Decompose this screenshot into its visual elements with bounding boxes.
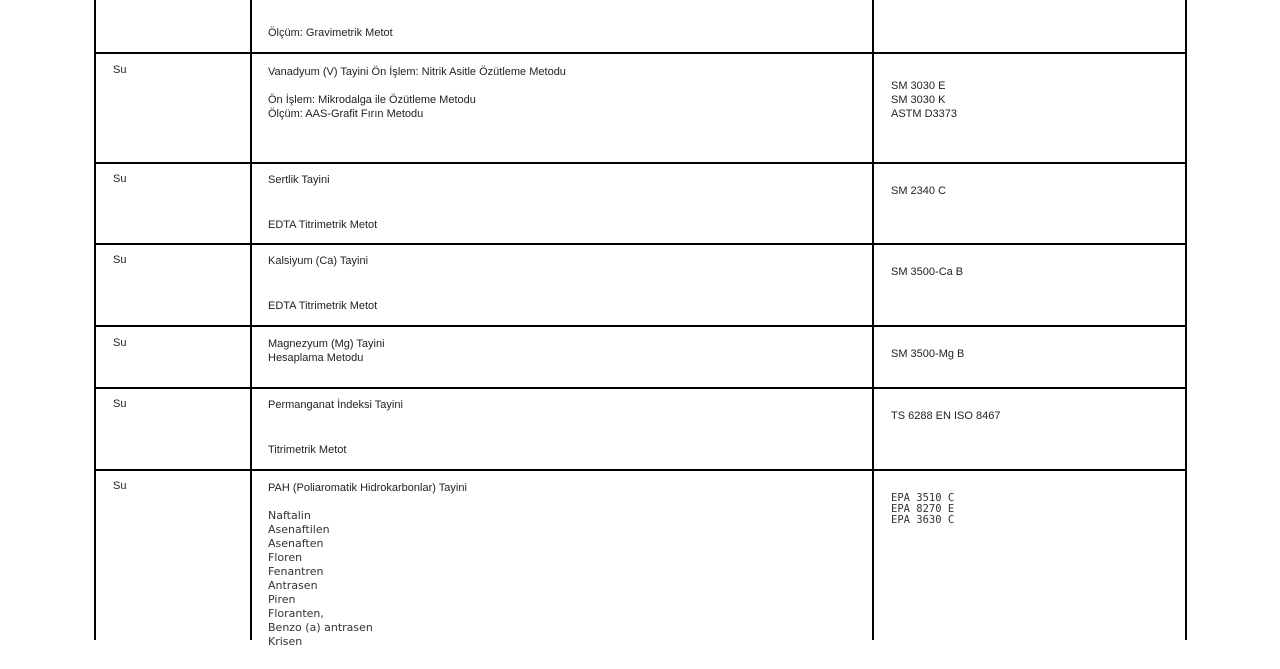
test-detail: Ölçüm: AAS-Grafit Fırın Metodu — [268, 108, 424, 120]
method-ref: SM 3500-Mg B — [891, 348, 965, 360]
method-cell — [891, 184, 946, 198]
test-cell — [268, 65, 566, 121]
table-row — [94, 325, 1187, 389]
test-title: Sertlik Tayini — [268, 174, 330, 186]
method-cell — [891, 79, 957, 121]
table-row — [94, 469, 1187, 669]
pah-compound: Floren — [268, 551, 303, 564]
method-ref: EPA 3510 C — [891, 492, 955, 504]
method-ref: EPA 3630 C — [891, 514, 955, 526]
pah-compound: Piren — [268, 593, 296, 606]
column-divider — [250, 0, 252, 640]
matrix-cell: Su — [113, 337, 127, 349]
method-ref: EPA 8270 E — [891, 503, 955, 515]
matrix-cell: Su — [113, 398, 127, 410]
method-ref: SM 3500-Ca B — [891, 266, 964, 278]
test-cell — [268, 173, 377, 232]
method-ref: SM 2340 C — [891, 185, 947, 197]
test-detail: Ölçüm: Gravimetrik Metot — [268, 27, 393, 39]
pah-compound: Asenaften — [268, 537, 324, 550]
pah-compound: Antrasen — [268, 579, 318, 592]
table-row — [94, 162, 1187, 245]
pah-compound: Krisen — [268, 635, 303, 648]
pah-compound: Benzo (a) antrasen — [268, 621, 373, 634]
pah-compound: Naftalin — [268, 509, 311, 522]
table-border-left — [94, 0, 96, 640]
test-detail: Ön İşlem: Mikrodalga ile Özütleme Metodu — [268, 94, 476, 106]
pah-compound: Fenantren — [268, 565, 324, 578]
test-detail: EDTA Titrimetrik Metot — [268, 300, 378, 312]
test-title: Permanganat İndeksi Tayini — [268, 399, 403, 411]
test-title: Kalsiyum (Ca) Tayini — [268, 255, 369, 267]
test-cell — [268, 26, 393, 40]
method-ref: TS 6288 EN ISO 8467 — [891, 410, 1001, 422]
method-cell — [891, 409, 1000, 423]
test-detail: Hesaplama Metodu — [268, 352, 364, 364]
test-cell — [268, 337, 385, 365]
table-row — [94, 387, 1187, 471]
method-ref: SM 3030 K — [891, 94, 946, 106]
table-row — [94, 52, 1187, 164]
test-cell — [268, 254, 377, 313]
matrix-cell: Su — [113, 64, 127, 76]
pah-compound: Floranten, — [268, 607, 324, 620]
method-ref: SM 3030 E — [891, 80, 946, 92]
table-row — [94, 0, 1187, 54]
test-detail: Titrimetrik Metot — [268, 444, 347, 456]
test-title: Magnezyum (Mg) Tayini — [268, 338, 385, 350]
test-detail: EDTA Titrimetrik Metot — [268, 219, 378, 231]
matrix-cell: Su — [113, 254, 127, 266]
method-cell — [891, 347, 964, 361]
test-cell — [268, 398, 403, 457]
table-border-right — [1185, 0, 1187, 640]
table-row — [94, 243, 1187, 327]
method-ref: ASTM D3373 — [891, 108, 958, 120]
test-cell — [268, 481, 467, 649]
column-divider — [872, 0, 874, 640]
matrix-cell: Su — [113, 173, 127, 185]
method-cell — [891, 493, 954, 526]
matrix-cell: Su — [113, 480, 127, 492]
test-title: PAH (Poliaromatik Hidrokarbonlar) Tayini — [268, 482, 467, 494]
method-cell — [891, 265, 963, 279]
pah-compound: Asenaftilen — [268, 523, 330, 536]
test-title: Vanadyum (V) Tayini Ön İşlem: Nitrik Asitle Özütleme Metodu — [268, 66, 566, 78]
